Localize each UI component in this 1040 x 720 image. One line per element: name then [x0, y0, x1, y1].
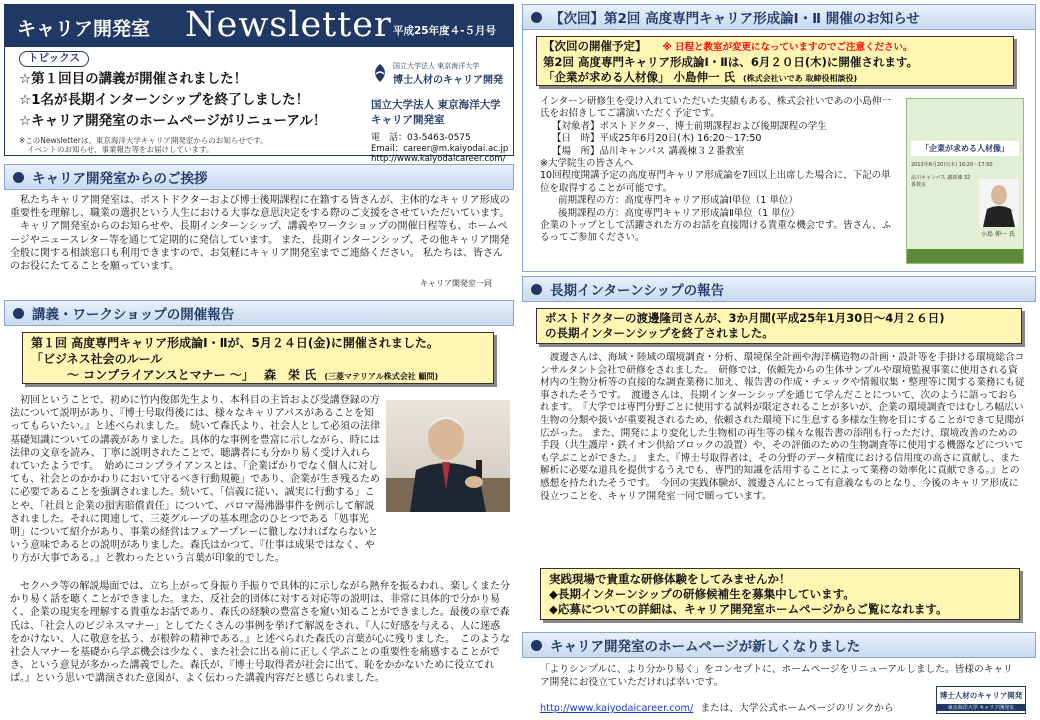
office-name: キャリア開発室 [17, 18, 151, 40]
bullet-icon [531, 12, 542, 23]
logo-block [369, 59, 513, 87]
email: Email：career@m.kaiyodai.ac.jp [371, 144, 509, 154]
banner-title: 博士人材のキャリア開発 [939, 691, 1023, 700]
bullet-icon [531, 640, 542, 651]
bullet-icon [13, 172, 24, 183]
greeting-sign: キャリア開発室一同 [420, 279, 492, 289]
greeting-paragraph: 私たちキャリア開発室は、ポストドクターおよび博士後期課程に在籍する皆さんが、主体的なキャリア形成の重要性を理解し、職業の選択という人生における大事な意思決定をする際のご支援をさせていただいています。 [10, 195, 510, 220]
next-body: インターン研修生を受け入れていただいた実績もある、株式会社いであの小島伸一氏をお招きしてご講演いただく予定です。 【対象者】ポストドクター、博士前期課程および後期課程の学生 【日 時】平成25年6月20日(木) 16:20～17:50 【場 所】品川キャンパス 講義棟３２番教室 ※大学院生の皆さんへ 10回程度開講予定の高度専門キャリア形成論を7回以上出席した場合に、下記の単位を取得することが可能です。 前期課程の方：高度専門キャリア形成論Ⅰ単位（1 単位） 後期課程の方：高度専門キャリア形成論Ⅱ単位（1 単位） 企業のトップとして活躍された方のお話を直接聞ける貴重な機会です。皆さん、ふるってご参加ください。 [540, 96, 892, 244]
banner-sub: 東京海洋大学 キャリア開発室 [937, 704, 1025, 711]
next-heading: 【次回】第2回 高度専門キャリア形成論Ⅰ・Ⅱ 開催のお知らせ [522, 4, 1036, 30]
website-url[interactable]: http://www.kaiyodaicareer.com/ [371, 154, 506, 164]
homepage-banner[interactable] [936, 686, 1026, 714]
topic-item: ☆1名が長期インターンシップを終了しました！ [19, 92, 310, 108]
lecture-heading: 講義・ワークショップの開催報告 [4, 300, 514, 326]
topics-list [19, 69, 365, 132]
topic-item: ☆キャリア開発室のホームページがリニューアル！ [19, 113, 327, 129]
internship-body: 渡邊さんは、海域・陸域の環境調査・分析、環境保全計画や海洋構造物の計画・設計等を手掛ける環境総合コンサルタント会社で研修をされました。 研修では、依頼先からの生体サンプルや環境監視事業に使用される資材内の生物分析等の直接的な調査業務に加え、報告書の作成・チェックや情報収集・整理等に関する業務にも従事されたそうです。 渡邊さんは、長期インターンシップを通じて学んだことについて、次のように語っておられます。 『大学では専門分野ごとに使用する試料が限定されることが多いが、企業の環境調査ではむしろ幅広い生物の分類や扱いが重要視されるため、依頼された環境下に生息する多様な生物を目にすることができて見聞が広がった。 また、開発により変化した生物相の再生等の様々な報告書の添削も行っただけ、環境改善のための手段（共生護岸・鉄イオン供給ブロックの設置）や、その評価のための生物調査等に使用する機器などについても学ぶことができた。』 また、『博士号取得者は、その分野のデータ精度における信用度の高さに貢献し、また解析に必要な道具を提供するうえでも、専門的知識を活用することによって業務の効率化に貢献できる。』との感想を持たれたそうです。 今回の実践体験が、渡邊さんにとって有意義なものとなり、今後のキャリア形成に役立つことを、キャリア開発室一同で願っています。 [540, 352, 1025, 502]
tel: 電 話：03-5463-0575 [371, 133, 471, 143]
event-poster [906, 98, 1024, 264]
newsletter-title: Newsletter [185, 5, 392, 45]
topics-label: トピックス [28, 52, 80, 64]
org-line1: 国立大学法人 東京海洋大学 [371, 99, 501, 111]
university-logo-icon [371, 63, 389, 83]
lecture-body-top: 初回ということで、初めに竹内俊郎先生より、本科目の主旨および受講登録の方法について説明があり、『博士号取得後には、様々なキャリアパスがあることを知ってもらいたい。』と述べられました。 続いて森氏より、社会人として必須の法律基礎知識についての講義がありました。具体的な事例を豊富に示しながら、時には法律の文章を読み、丁寧に説明されたことで、聴講者にも分かり易く受け入れられていたようです。 始めにコンプライアンスとは、「企業ばかりでなく個人に対しても、社会とのかかわりにおいて守るべき行動規範」であり、企業が生き残るために必要であることを強調されました。続いて、「信義に従い、誠実に行動する」ことや、「社員と企業の損害賠償責任」について、パロマ湯沸器事件を例示して解説されました。それに関連して、三菱グループの基本理念のひとつである「処事光明」について紹介があり、事業の経営はフェアープレーに徹しなければならないという意味であるとの説明がありました。森氏はかつて、『仕事は成果ではなく、やり方が大事である。』と教わったという言葉が印象的でした。 [10, 395, 380, 565]
poster-portrait-icon [979, 179, 1019, 227]
greeting-heading: キャリア開発室からのご挨拶 [4, 164, 514, 190]
lecture-body-bottom: セクハラ等の解説場面では、立ち上がって身振り手振りで具体的に示しながら熱弁を振るわれ、楽しくまた分かり易く話を聴くことができました。また、反社会的団体に対する対応等の説明は、非常に具体的で分かり易く、企業の現実を理解する貴重なお話であり、森氏の経験の豊富さを窺い知ることができました。最後の章で森氏は、「社会人のビジネスマナー」としてたくさんの事例を挙げて解説をされ、『人に好感を与える、人に迷惑をかけない、人に敬意を払う、が根幹の精神である。』と述べられた森氏の言葉が心に残りました。 このような社会人マナーを基礎から学ぶ機会は少なく、また社会に出る前に正しく学ぶことの重要性を痛感することができ、という意見が多かった講義でした。森氏が、『博士号取得者が社会に出て、恥をかかないために役立てれば。』という思いで講演された意図が、よく伝わった講義内容だと感じられました。 [10, 581, 510, 685]
bullet-icon [13, 308, 24, 319]
header-banner [4, 4, 514, 164]
footnote: ※このNewsletterは、東京海洋大学キャリア開発室からのお知らせです。 イベントのお知らせ、事業報告等をお届けしています。 [19, 136, 268, 154]
issue-label: 平成25年度４-５月号 [393, 25, 496, 37]
next-callout: 【次回の開催予定】 ※ 日程と教室が変更になっていますのでご注意ください。 第2回 高度専門キャリア形成論Ⅰ・Ⅱは、6月２０日(木)に開催されます。 「企業が求める人材像」 小島伸一 氏 (株式会社いであ 取締役相談役) [536, 36, 1014, 86]
lecture-callout: 第１回 高度専門キャリア形成論Ⅰ・Ⅱが、5月２４日(金)に開催されました。 「ビジネス社会のルール ～ コンプライアンスとマナー ～」 森 栄 氏 (三菱マテリアル株式会社 顧問) [22, 332, 494, 384]
org-line2: キャリア開発室 [371, 114, 445, 126]
greeting-body [10, 194, 510, 290]
logo-univ: 国立大学法人 東京海洋大学 [393, 62, 480, 70]
homepage-body: 「よりシンプルに、より分かり易く」をコンセプトに、ホームページをリニューアルしました。皆様のキャリア開発にお役立ていただければ幸いです。 [540, 664, 1013, 688]
poster-footer [907, 249, 1024, 264]
greeting-paragraph: キャリア開発室からのお知らせや、長期インターンシップ、講義やワークショップの開催日程等も、ホームページやニュースレター等を通じて定期的に発信しています。 また、長期インターンシップ、その他キャリア開発全般に関する相談窓口も利用できますので、お気軽にキャリア開発室までご連絡ください。 私たちは、皆さんのお役にたてることを願っています。 [10, 221, 510, 273]
speaker-photo [386, 400, 510, 512]
internship-heading: 長期インターンシップの報告 [522, 276, 1036, 302]
homepage-link[interactable]: http://www.kaiyodaicareer.com/ [540, 703, 694, 714]
bullet-icon [531, 284, 542, 295]
homepage-heading: キャリア開発室のホームページが新しくなりました [522, 632, 1036, 658]
internship-callout: ポストドクターの渡邊隆司さんが、3か月間(平成25年1月30日～4月２６日) の長期インターンシップを終了されました。 [536, 308, 1022, 344]
logo-name: 博士人材のキャリア開発 [393, 75, 503, 86]
org-info [371, 97, 513, 164]
recruit-callout: 実践現場で貴重な研修体験をしてみませんか！ ◆長期インターンシップの研修候補生を募集中しています。 ◆応募についての詳細は、キャリア開発室ホームページからご覧になれます。 [540, 568, 1020, 620]
poster-venue: 品川キャンパス 講義棟 32番教室 [911, 175, 971, 188]
topic-item: ☆第１回目の講義が開催されました！ [19, 71, 248, 87]
speaker-silhouette-icon [386, 400, 510, 512]
poster-title: 「企業が求める人材像」 [911, 141, 1019, 156]
homepage-link-line: http://www.kaiyodaicareer.com/ または、大学公式ホームページのリンクから [540, 703, 894, 714]
title-bar [5, 5, 513, 47]
poster-date: 2013年6月20日(木) 16:20～17:50 [911, 162, 993, 168]
poster-speaker: 小島 伸一 氏 [981, 231, 1015, 238]
topics-tab [19, 51, 89, 67]
